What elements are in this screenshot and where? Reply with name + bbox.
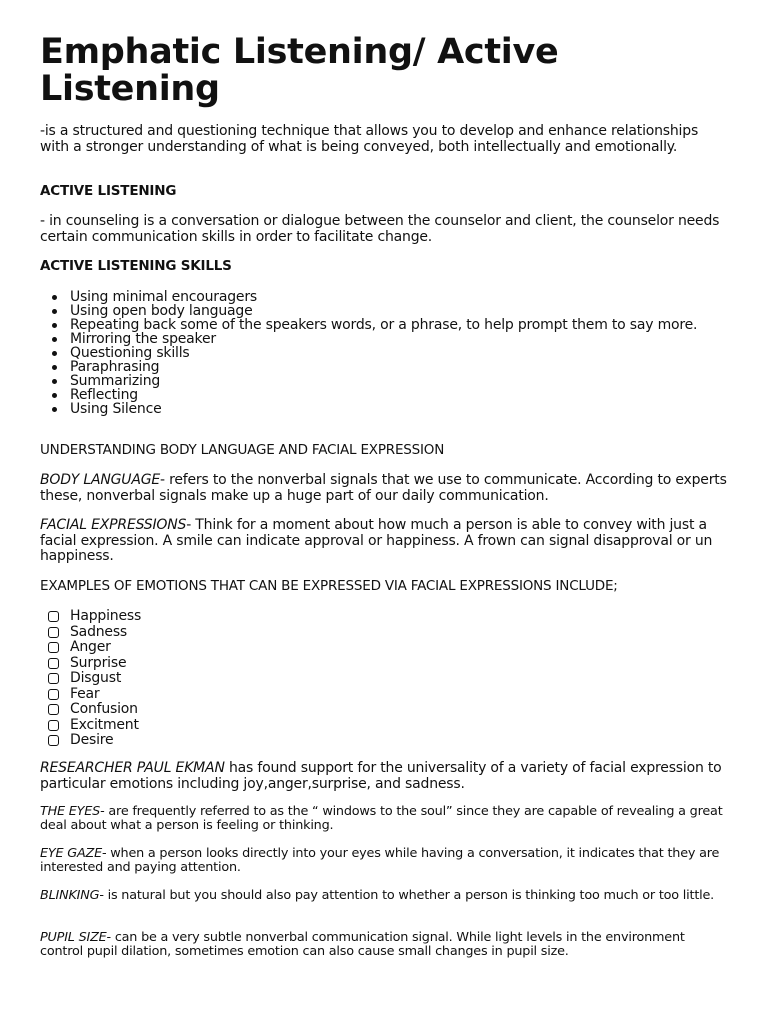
checkbox-icon [48, 720, 59, 731]
eye-gaze-term: EYE GAZE [40, 846, 102, 861]
eye-gaze-text: - when a person looks directly into your eyes while having a conversation, it indicates that they are interested and paying attention. [40, 846, 720, 875]
bullet-icon [52, 379, 57, 384]
list-item [40, 671, 730, 687]
skill-text: Repeating back some of the speakers words, or a phrase, to help prompt them to say more. [70, 317, 698, 333]
checkbox-icon [48, 704, 59, 715]
list-item [40, 332, 730, 346]
emotion-text: Happiness [70, 608, 142, 624]
blinking-text: - is natural but you should also pay attention to whether a person is thinking too much or too little. [99, 888, 715, 903]
eyes-term: THE EYES [40, 804, 101, 819]
bullet-icon [52, 323, 57, 328]
emotions-list [40, 609, 730, 749]
understanding-heading: UNDERSTANDING BODY LANGUAGE AND FACIAL EXPRESSION [40, 442, 445, 458]
bullet-icon [52, 309, 57, 314]
body-language-paragraph [40, 473, 730, 504]
emotion-text: Disgust [70, 670, 122, 686]
bullet-icon [52, 351, 57, 356]
emotion-text: Surprise [70, 654, 127, 671]
blinking-paragraph [40, 889, 730, 903]
list-item [40, 360, 730, 374]
emotion-text: Excitment [70, 716, 139, 733]
pupil-size-text: - can be a very subtle nonverbal communication signal. While light levels in the environment control pupil dilation, sometimes emotion can also cause small changes in pupil size. [40, 930, 685, 959]
emotion-text: Fear [70, 685, 100, 702]
skill-text: Mirroring the speaker [70, 331, 216, 347]
checkbox-icon [48, 673, 59, 684]
pupil-size-term: PUPIL SIZE [40, 930, 107, 945]
bullet-icon [52, 365, 57, 370]
ekman-term: RESEARCHER PAUL EKMAN [40, 760, 225, 776]
ekman-paragraph [40, 761, 730, 792]
intro-paragraph: -is a structured and questioning technique that allows you to develop and enhance relationships with a stronger understanding of what is being conveyed, both intellectually and emotionally. [40, 123, 699, 155]
bullet-icon [52, 393, 57, 398]
bullet-icon [52, 407, 57, 412]
list-item [40, 640, 730, 656]
eyes-text: - are frequently referred to as the “ windows to the soul” since they are capable of revealing a great deal about what a person is feeling or thinking. [40, 804, 723, 833]
eyes-paragraph [40, 805, 730, 833]
active-listening-heading: ACTIVE LISTENING [40, 183, 177, 199]
bullet-icon [52, 295, 57, 300]
list-item [40, 687, 730, 703]
list-item [40, 318, 730, 332]
list-item [40, 656, 730, 672]
skills-list [40, 290, 730, 416]
body-language-text: - refers to the nonverbal signals that we use to communicate. According to experts these, nonverbal signals make up a huge part of our daily communication. [40, 472, 727, 504]
list-item [40, 733, 730, 749]
emotion-text: Confusion [70, 701, 138, 717]
skill-text: Paraphrasing [70, 359, 160, 375]
checkbox-icon [48, 642, 59, 653]
skill-text: Using Silence [70, 401, 162, 417]
checkbox-icon [48, 627, 59, 638]
emotions-heading: EXAMPLES OF EMOTIONS THAT CAN BE EXPRESSED VIA FACIAL EXPRESSIONS INCLUDE; [40, 578, 618, 594]
body-language-term: BODY LANGUAGE [40, 472, 161, 488]
checkbox-icon [48, 611, 59, 622]
page-title: Emphatic Listening/ Active Listening [40, 32, 559, 109]
skills-heading: ACTIVE LISTENING SKILLS [40, 258, 232, 274]
list-item [40, 388, 730, 402]
facial-expressions-term: FACIAL EXPRESSIONS [40, 517, 187, 533]
ekman-text: has found support for the universality of a variety of facial expression to particular emotions including joy,anger,surprise, and sadness. [40, 760, 722, 792]
list-item [40, 702, 730, 718]
facial-expressions-text: - Think for a moment about how much a person is able to convey with just a facial expression. A smile can indicate approval or happiness. A frown can signal disapproval or un happiness. [40, 517, 713, 564]
list-item [40, 609, 730, 625]
checkbox-icon [48, 735, 59, 746]
skill-text: Questioning skills [70, 345, 190, 361]
checkbox-icon [48, 658, 59, 669]
emotion-text: Anger [70, 639, 111, 655]
list-item [40, 290, 730, 304]
list-item [40, 346, 730, 360]
skill-text: Using open body language [70, 303, 253, 319]
emotion-text: Sadness [70, 623, 128, 640]
pupil-size-paragraph [40, 931, 730, 959]
emotion-text: Desire [70, 732, 114, 748]
blinking-term: BLINKING [40, 888, 100, 903]
active-listening-paragraph: - in counseling is a conversation or dialogue between the counselor and client, the counselor needs certain communication skills in order to facilitate change. [40, 213, 720, 245]
list-item [40, 374, 730, 388]
checkbox-icon [48, 689, 59, 700]
skill-text: Using minimal encouragers [70, 289, 257, 305]
skill-text: Summarizing [70, 373, 161, 389]
list-item [40, 402, 730, 416]
list-item [40, 625, 730, 641]
eye-gaze-paragraph [40, 847, 730, 875]
bullet-icon [52, 337, 57, 342]
list-item [40, 718, 730, 734]
facial-expressions-paragraph [40, 518, 730, 565]
list-item [40, 304, 730, 318]
skill-text: Reflecting [70, 387, 138, 403]
